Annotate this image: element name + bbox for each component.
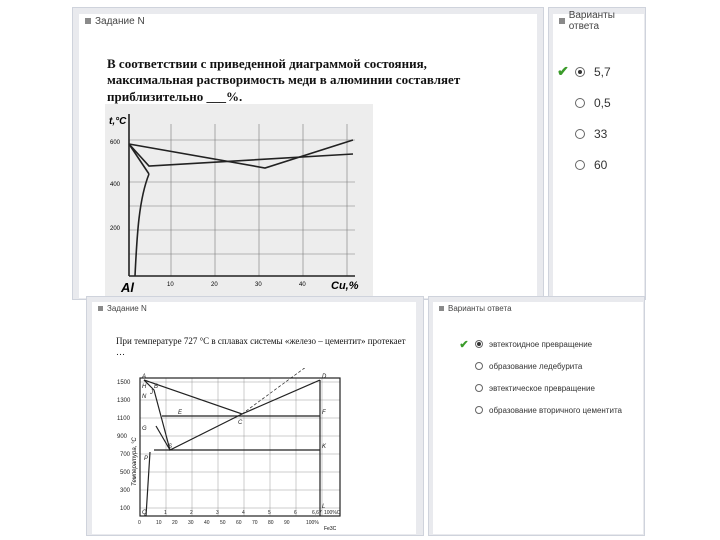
task1-phase-diagram [105,104,373,296]
task1-x-tick: 40 [299,282,306,288]
task1-answer-option[interactable] [557,56,611,87]
task1-x-tick: 30 [255,282,262,288]
task1-answers-panel [553,10,644,298]
task2-x-tick-top: 3 [216,510,219,516]
task2-answer-label: образование ледебурита [489,361,583,371]
task1-answer-label: 5,7 [594,64,611,79]
task2-answer-label: эвтектическое превращение [489,383,595,393]
task2-answer-label: эвтектоидное превращение [489,339,593,349]
task2-x-tick: 60 [236,520,242,526]
task1-right-label: Cu,% [331,280,359,292]
task2-point-label: B [154,384,159,390]
task1-answer-label: 60 [594,157,608,172]
task2-answers-title: Варианты ответа [448,303,512,313]
task2-point-label: D [322,374,327,380]
task2-x-tick: 10 [156,520,162,526]
task2-x-tick-top: 5 [268,510,271,516]
task2-x-tick: 70 [252,520,258,526]
task2-point-label: A [142,374,147,380]
square-bullet-icon [85,18,91,24]
task2-point-label: H [142,384,147,390]
task2-y-axis-label: Температура, °C [132,437,138,486]
task2-y-tick: 1300 [117,398,131,404]
task1-answer-label: 33 [594,126,608,141]
task2-point-label: L [322,504,326,510]
task2-iron-carbon-diagram [114,368,346,532]
task2-y-tick: 500 [120,470,131,476]
task2-answers-header [439,302,512,314]
task2-x-tick-top: 1 [164,510,167,516]
task2-point-label: G [142,426,147,432]
task2-answer-list [459,333,622,421]
task1-x-tick: 10 [167,282,174,288]
task2-x-tick-top: 6,67 [312,510,322,516]
task2-answer-option[interactable] [475,377,622,399]
radio-button[interactable] [575,160,585,170]
task1-answer-option[interactable] [575,87,611,118]
task1-answer-label: 0,5 [594,95,611,110]
task1-answers-header [559,10,644,32]
task2-y-tick: 1100 [117,416,130,422]
task1-answer-list [557,56,611,180]
radio-button-selected[interactable] [575,67,585,77]
task2-x-tick: 20 [172,520,178,526]
task2-x-tick: 90 [284,520,290,526]
task2-point-label: S [168,444,173,450]
task2-point-label: Q [142,510,147,516]
task1-question-panel [79,14,537,298]
task2-question-panel [92,302,416,534]
task2-x-tick: 0 [138,520,141,526]
checkmark-icon: ✔ [557,63,569,79]
task2-point-label: C [238,420,243,426]
task2-point-label: J [150,390,153,396]
task1-left-label: Al [121,280,134,295]
task2-point-label: P [144,456,149,462]
task2-x-tick: 80 [268,520,274,526]
task2-x-tick-top: 6 [294,510,297,516]
task2-x-tick: 100% [306,520,319,526]
task2-x-tick: 40 [204,520,210,526]
task2-x-tick-top: 100%C [324,510,341,516]
task2-answer-option[interactable] [459,333,622,355]
task2-x-tick: 30 [188,520,194,526]
radio-button[interactable] [475,384,483,392]
radio-button[interactable] [475,362,483,370]
task1-y-axis-label: t,°C [109,116,127,127]
task2-y-tick: 700 [120,452,131,458]
checkmark-icon: ✔ [459,338,469,351]
task2-answer-option[interactable] [475,355,622,377]
task1-answer-option[interactable] [575,149,611,180]
task2-y-tick: 100 [120,506,131,512]
square-bullet-icon [439,306,444,311]
task1-question-header [85,14,145,28]
task2-point-label: F [322,410,326,416]
task1-x-tick: 20 [211,282,218,288]
task2-y-tick: 300 [120,488,131,494]
task1-answers-title: Варианты ответа [568,10,615,32]
task2-point-label: N [142,394,147,400]
task2-y-tick: 900 [117,434,128,440]
task2-question-header [98,302,147,314]
task2-answer-option[interactable] [475,399,622,421]
task2-answers-panel [433,302,643,534]
task2-point-label: E [178,410,183,416]
task1-header-title: Задание N [95,15,145,27]
task2-x-tick-top: 2 [190,510,193,516]
task2-point-label: K [322,444,327,450]
task2-x-tick-top: 4 [242,510,245,516]
task2-question-text: При температуре 727 °C в сплавах системы «железо – цементит» протекает … [116,336,406,358]
task2-x-unit: Fe3C [324,526,337,532]
radio-button[interactable] [475,406,483,414]
task1-y-tick: 200 [110,226,121,232]
square-bullet-icon [559,18,565,24]
task1-question-text: В соответствии с приведенной диаграммой состояния, максимальная растворимость меди в алюминии составляет приблизительно ___%. [107,56,461,104]
square-bullet-icon [98,306,103,311]
task2-x-tick: 50 [220,520,226,526]
radio-button[interactable] [575,129,585,139]
task1-y-tick: 600 [110,140,121,146]
task2-y-tick: 1500 [117,380,131,386]
task2-header-title: Задание N [107,303,147,313]
task2-answer-label: образование вторичного цементита [489,405,622,415]
radio-button-selected[interactable] [475,340,483,348]
task1-y-tick: 400 [110,182,121,188]
task1-answer-option[interactable] [575,118,611,149]
radio-button[interactable] [575,98,585,108]
